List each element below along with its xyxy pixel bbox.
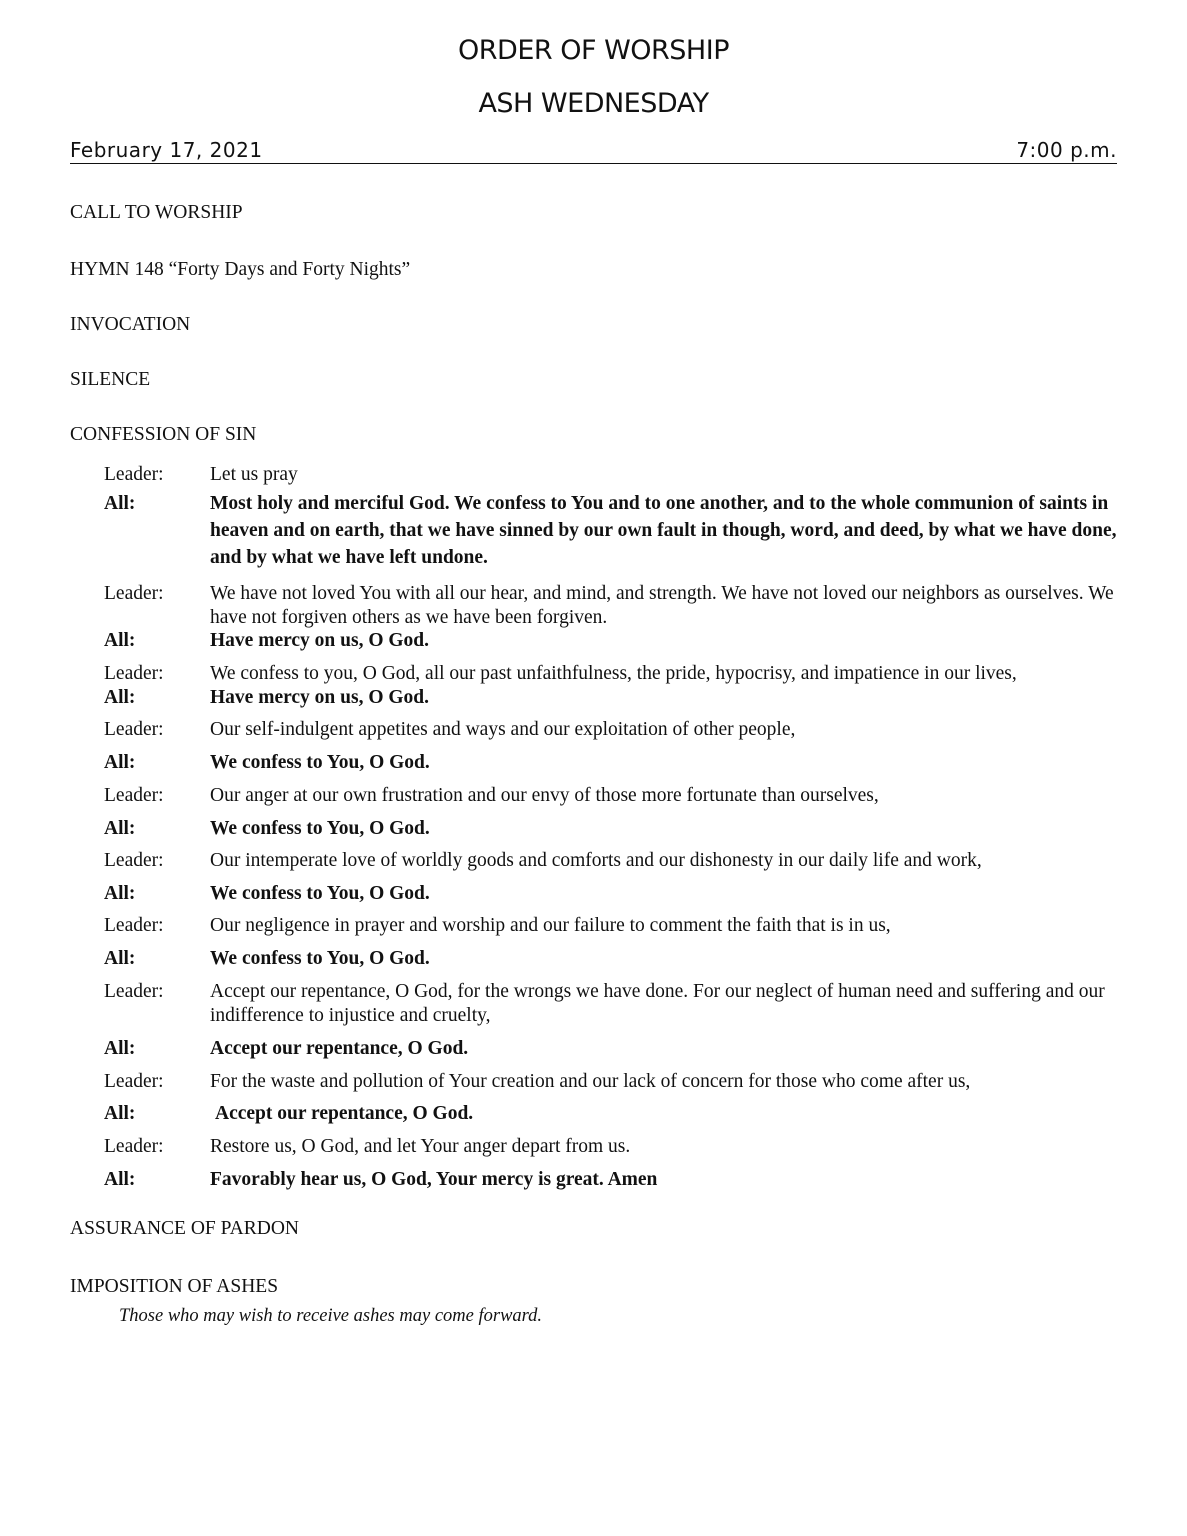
service-time: 7:00 p.m. (1016, 138, 1117, 162)
litany-role: Leader: (104, 663, 164, 684)
litany-role: All: (104, 687, 136, 708)
litany-text: We confess to You, O God. (210, 818, 430, 839)
litany-role: Leader: (104, 981, 164, 1002)
litany-role: All: (104, 1169, 136, 1190)
litany-text: We confess to You, O God. (210, 883, 430, 904)
page-title: ORDER OF WORSHIP (458, 35, 729, 66)
litany-role: Leader: (104, 464, 164, 485)
litany-role: Leader: (104, 1071, 164, 1092)
litany-role: Leader: (104, 719, 164, 740)
litany-text: Our anger at our own frustration and our envy of those more fortunate than ourselves, (210, 785, 879, 806)
section-hymn: HYMN 148 “Forty Days and Forty Nights” (70, 259, 411, 280)
litany-text: We confess to you, O God, all our past unfaithfulness, the pride, hypocrisy, and impatience in our lives, (210, 663, 1017, 684)
litany-role: Leader: (104, 785, 164, 806)
litany-role: All: (104, 630, 136, 651)
litany-text: For the waste and pollution of Your creation and our lack of concern for those who come after us, (210, 1071, 971, 1092)
litany-role: Leader: (104, 583, 164, 604)
section-invocation: INVOCATION (70, 314, 191, 335)
litany-role: All: (104, 948, 136, 969)
litany-text: Let us pray (210, 464, 298, 485)
litany-text: We have not loved You with all our hear, and mind, and strength. We have not loved our neighbors as ourselves. We have not forgiven others as we have been forgiven. (210, 583, 1114, 628)
litany-text: Restore us, O God, and let Your anger depart from us. (210, 1136, 631, 1157)
litany-text: Our negligence in prayer and worship and our failure to comment the faith that is in us, (210, 915, 891, 936)
service-date: February 17, 2021 (70, 138, 263, 162)
litany-role: All: (104, 883, 136, 904)
litany-text: Accept our repentance, O God. (215, 1103, 474, 1124)
litany-text: Our intemperate love of worldly goods and comforts and our dishonesty in our daily life and work, (210, 850, 982, 871)
litany-role: All: (104, 818, 136, 839)
litany-text: Most holy and merciful God. We confess to You and to one another, and to the whole communion of saints in heaven and on earth, that we have sinned by our own fault in though, word, and deed, by what we have done, and by what we have left undone. (210, 493, 1117, 568)
date-line (70, 137, 1117, 164)
litany-role: Leader: (104, 915, 164, 936)
section-assurance-of-pardon: ASSURANCE OF PARDON (70, 1218, 300, 1239)
section-call-to-worship: CALL TO WORSHIP (70, 202, 243, 223)
section-silence: SILENCE (70, 369, 151, 390)
page-subtitle: ASH WEDNESDAY (478, 88, 709, 119)
litany-role: Leader: (104, 850, 164, 871)
litany-text: Our self-indulgent appetites and ways and our exploitation of other people, (210, 719, 796, 740)
litany-role: All: (104, 1103, 136, 1124)
litany-text: Have mercy on us, O God. (210, 630, 430, 651)
imposition-note: Those who may wish to receive ashes may come forward. (119, 1306, 543, 1326)
litany-text: Accept our repentance, O God. (210, 1038, 469, 1059)
litany-text: Favorably hear us, O God, Your mercy is great. Amen (210, 1169, 658, 1190)
litany-text: We confess to You, O God. (210, 948, 430, 969)
section-imposition-of-ashes: IMPOSITION OF ASHES (70, 1276, 279, 1297)
litany-role: All: (104, 752, 136, 773)
litany-role: All: (104, 493, 136, 514)
litany-text: Accept our repentance, O God, for the wrongs we have done. For our neglect of human need and suffering and our indifference to injustice and cruelty, (210, 981, 1105, 1026)
section-confession-of-sin: CONFESSION OF SIN (70, 424, 257, 445)
litany-text: Have mercy on us, O God. (210, 687, 430, 708)
litany-text: We confess to You, O God. (210, 752, 430, 773)
litany-role: Leader: (104, 1136, 164, 1157)
litany-role: All: (104, 1038, 136, 1059)
